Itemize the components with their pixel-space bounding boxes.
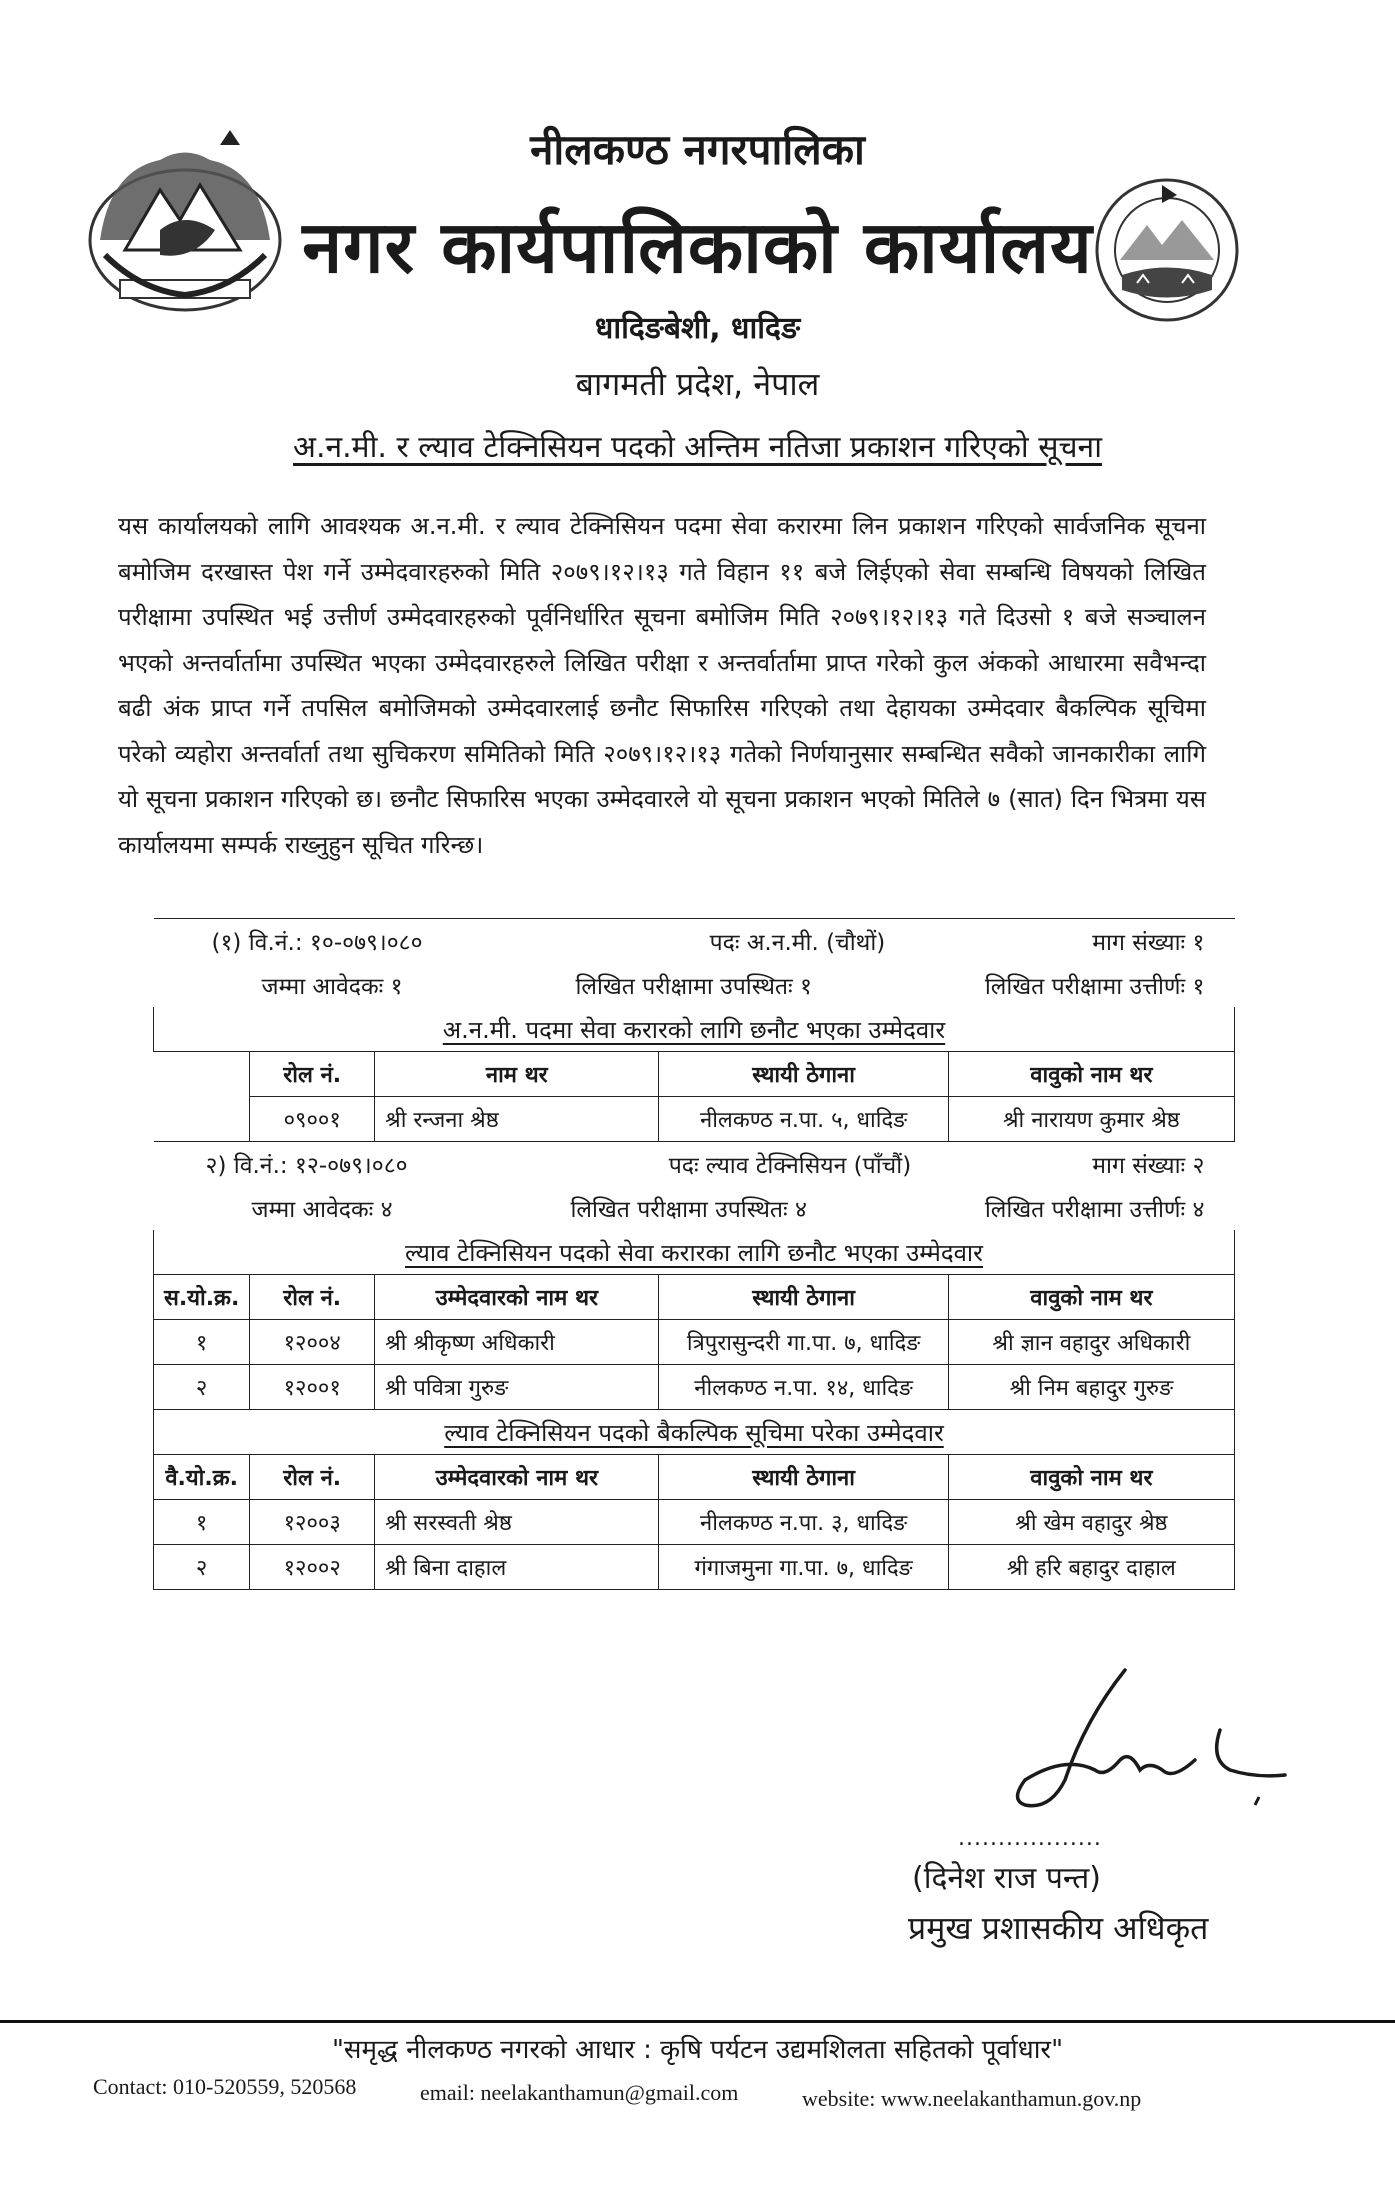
name-cell: श्री बिना दाहाल <box>375 1545 659 1590</box>
signer-designation: प्रमुख प्रशासकीय अधिकृत <box>908 1909 1209 1947</box>
father-cell: श्री खेम वहादुर श्रेष्ठ <box>948 1500 1234 1545</box>
municipality-name: नीलकण्ठ नगरपालिका <box>530 125 865 174</box>
post2-applicants: जम्मा आवेदकः ४ <box>251 1197 393 1223</box>
father-cell: श्री नारायण कुमार श्रेष्ठ <box>948 1097 1234 1142</box>
post1-col-father: वावुको नाम थर <box>948 1052 1234 1097</box>
post1-col-address: स्थायी ठेगाना <box>659 1052 948 1097</box>
post1-demand: माग संख्याः १ <box>1092 930 1205 956</box>
roll-cell: १२००२ <box>250 1545 375 1590</box>
result-table <box>153 918 1235 1590</box>
roll-cell: ०९००१ <box>250 1097 375 1142</box>
sn-cell: २ <box>154 1365 250 1410</box>
post2-col-sn: स.यो.क्र. <box>154 1275 250 1320</box>
address-cell: नीलकण्ठ न.पा. ३, धादिङ <box>659 1500 948 1545</box>
post2-present: लिखित परीक्षामा उपस्थितः ४ <box>570 1197 807 1223</box>
alt-col-address: स्थायी ठेगाना <box>659 1455 948 1500</box>
table-row <box>154 1320 1235 1365</box>
roll-cell: १२००३ <box>250 1500 375 1545</box>
post2-caption-row <box>154 1230 1235 1275</box>
post2-caption: ल्याव टेक्निसियन पदको सेवा करारका लागि छनौट भएका उम्मेदवार <box>154 1230 1235 1275</box>
post2-header-row <box>154 1275 1235 1320</box>
address-cell: नीलकण्ठ न.पा. ५, धादिङ <box>659 1097 948 1142</box>
alt-col-father: वावुको नाम थर <box>948 1455 1234 1500</box>
post1-col-name: नाम थर <box>375 1052 659 1097</box>
post1-caption: अ.न.मी. पदमा सेवा करारको लागि छनौट भएका उम्मेदवार <box>154 1007 1235 1052</box>
alt-col-sn: वै.यो.क्र. <box>154 1455 250 1500</box>
alt-caption-row <box>154 1410 1235 1455</box>
office-name: नगर कार्यपालिकाको कार्यालय <box>302 205 1093 289</box>
post2-post: पदः ल्याव टेक्निसियन (पाँचौं) <box>668 1153 912 1179</box>
alt-caption: ल्याव टेक्निसियन पदको बैकल्पिक सूचिमा परेका उम्मेदवार <box>154 1410 1235 1455</box>
post2-col-name: उम्मेदवारको नाम थर <box>375 1275 659 1320</box>
province-address: बागमती प्रदेश, नेपाल <box>575 365 820 403</box>
post2-passed: लिखित परीक्षामा उत्तीर्णः ४ <box>984 1197 1205 1223</box>
post1-info-row <box>154 919 1235 964</box>
post1-applicants: जम्मा आवेदकः १ <box>261 974 403 1000</box>
signature-dots: .................. <box>958 1826 1102 1851</box>
post2-ad-no: २) वि.नं.: १२-०७९।०८० <box>205 1153 408 1179</box>
post1-col-roll: रोल नं. <box>250 1052 375 1097</box>
post2-stats-row <box>154 1186 1235 1230</box>
table-row <box>154 1097 1235 1142</box>
post1-header-row <box>154 1052 1235 1097</box>
footer-contact: Contact: 010-520559, 520568 <box>93 2074 357 2099</box>
footer-slogan: "समृद्ध नीलकण्ठ नगरको आधार : कृषि पर्यटन उद्यमशिलता सहितको पूर्वाधार" <box>331 2035 1064 2065</box>
alt-header-row <box>154 1455 1235 1500</box>
post2-col-address: स्थायी ठेगाना <box>659 1275 948 1320</box>
post1-passed: लिखित परीक्षामा उत्तीर्णः १ <box>984 974 1205 1000</box>
post2-demand: माग संख्याः २ <box>1092 1153 1205 1179</box>
post1-post: पदः अ.न.मी. (चौथों) <box>709 930 886 956</box>
footer-divider <box>0 2020 1395 2023</box>
sn-cell: १ <box>154 1320 250 1365</box>
post1-present: लिखित परीक्षामा उपस्थितः १ <box>575 974 812 1000</box>
signature-icon <box>955 1660 1295 1820</box>
name-cell: श्री सरस्वती श्रेष्ठ <box>375 1500 659 1545</box>
name-cell: श्री श्रीकृष्ण अधिकारी <box>375 1320 659 1365</box>
notice-title: अ.न.मी. र ल्याव टेक्निसियन पदको अन्तिम नतिजा प्रकाशन गरिएको सूचना <box>293 430 1102 465</box>
father-cell: श्री हरि बहादुर दाहाल <box>948 1545 1234 1590</box>
notice-body: यस कार्यालयको लागि आवश्यक अ.न.मी. र ल्याव टेक्निसियन पदमा सेवा करारमा लिन प्रकाशन गरिएको सार्वजनिक सूचना बमोजिम दरखास्त पेश गर्ने उम्मेदवारहरुको मिति २०७९।१२।१३ गते विहान ११ बजे लिईएको सेवा सम्बन्धि विषयको लिखित परीक्षामा उपस्थित भई उत्तीर्ण उम्मेदवारहरुको पूर्वनिर्धारित सूचना बमोजिम मिति २०७९।१२।१३ गते दिउसो १ बजे सञ्चालन भएको अन्तर्वार्तामा उपस्थित भएका उम्मेदवारहरुले लिखित परीक्षा र अन्तर्वार्तामा प्राप्त गरेको कुल अंकको आधारमा सवैभन्दा बढी अंक प्राप्त गर्ने तपसिल बमोजिमको उम्मेदवारलाई छनौट सिफारिस गरिएको तथा देहायका उम्मेदवार बैकल्पिक सूचिमा परेको व्यहोरा अन्तर्वार्ता तथा सुचिकरण समितिको मिति २०७९।१२।१३ गतेको निर्णयानुसार सम्बन्धित सवैको जानकारीका लागि यो सूचना प्रकाशन गरिएको छ। छनौट सिफारिस भएका उम्मेदवारले यो सूचना प्रकाशन भएको मितिले ७ (सात) दिन भित्रमा यस कार्यालयमा सम्पर्क राख्नुहुन सूचित गरिन्छ। <box>118 512 1206 859</box>
table-row <box>154 1365 1235 1410</box>
post2-info-row <box>154 1142 1235 1187</box>
sn-cell: १ <box>154 1500 250 1545</box>
address-cell: त्रिपुरासुन्दरी गा.पा. ७, धादिङ <box>659 1320 948 1365</box>
roll-cell: १२००१ <box>250 1365 375 1410</box>
footer-website: website: www.neelakanthamun.gov.np <box>802 2086 1142 2111</box>
name-cell: श्री पवित्रा गुरुङ <box>375 1365 659 1410</box>
sn-cell: २ <box>154 1545 250 1590</box>
footer-email: email: neelakanthamun@gmail.com <box>420 2080 739 2105</box>
alt-col-roll: रोल नं. <box>250 1455 375 1500</box>
father-cell: श्री ज्ञान वहादुर अधिकारी <box>948 1320 1234 1365</box>
table-row <box>154 1545 1235 1590</box>
post2-col-father: वावुको नाम थर <box>948 1275 1234 1320</box>
address-cell: गंगाजमुना गा.पा. ७, धादिङ <box>659 1545 948 1590</box>
post1-caption-row <box>154 1007 1235 1052</box>
roll-cell: १२००४ <box>250 1320 375 1365</box>
signer-name: (दिनेश राज पन्त) <box>912 1861 1101 1896</box>
name-cell: श्री रन्जना श्रेष्ठ <box>375 1097 659 1142</box>
father-cell: श्री निम बहादुर गुरुङ <box>948 1365 1234 1410</box>
post2-col-roll: रोल नं. <box>250 1275 375 1320</box>
district-address: धादिङबेशी, धादिङ <box>594 311 801 346</box>
alt-col-name: उम्मेदवारको नाम थर <box>375 1455 659 1500</box>
post1-stats-row <box>154 963 1235 1007</box>
table-row <box>154 1500 1235 1545</box>
post1-ad-no: (१) वि.नं.: १०-०७९।०८० <box>211 930 423 956</box>
address-cell: नीलकण्ठ न.पा. १४, धादिङ <box>659 1365 948 1410</box>
